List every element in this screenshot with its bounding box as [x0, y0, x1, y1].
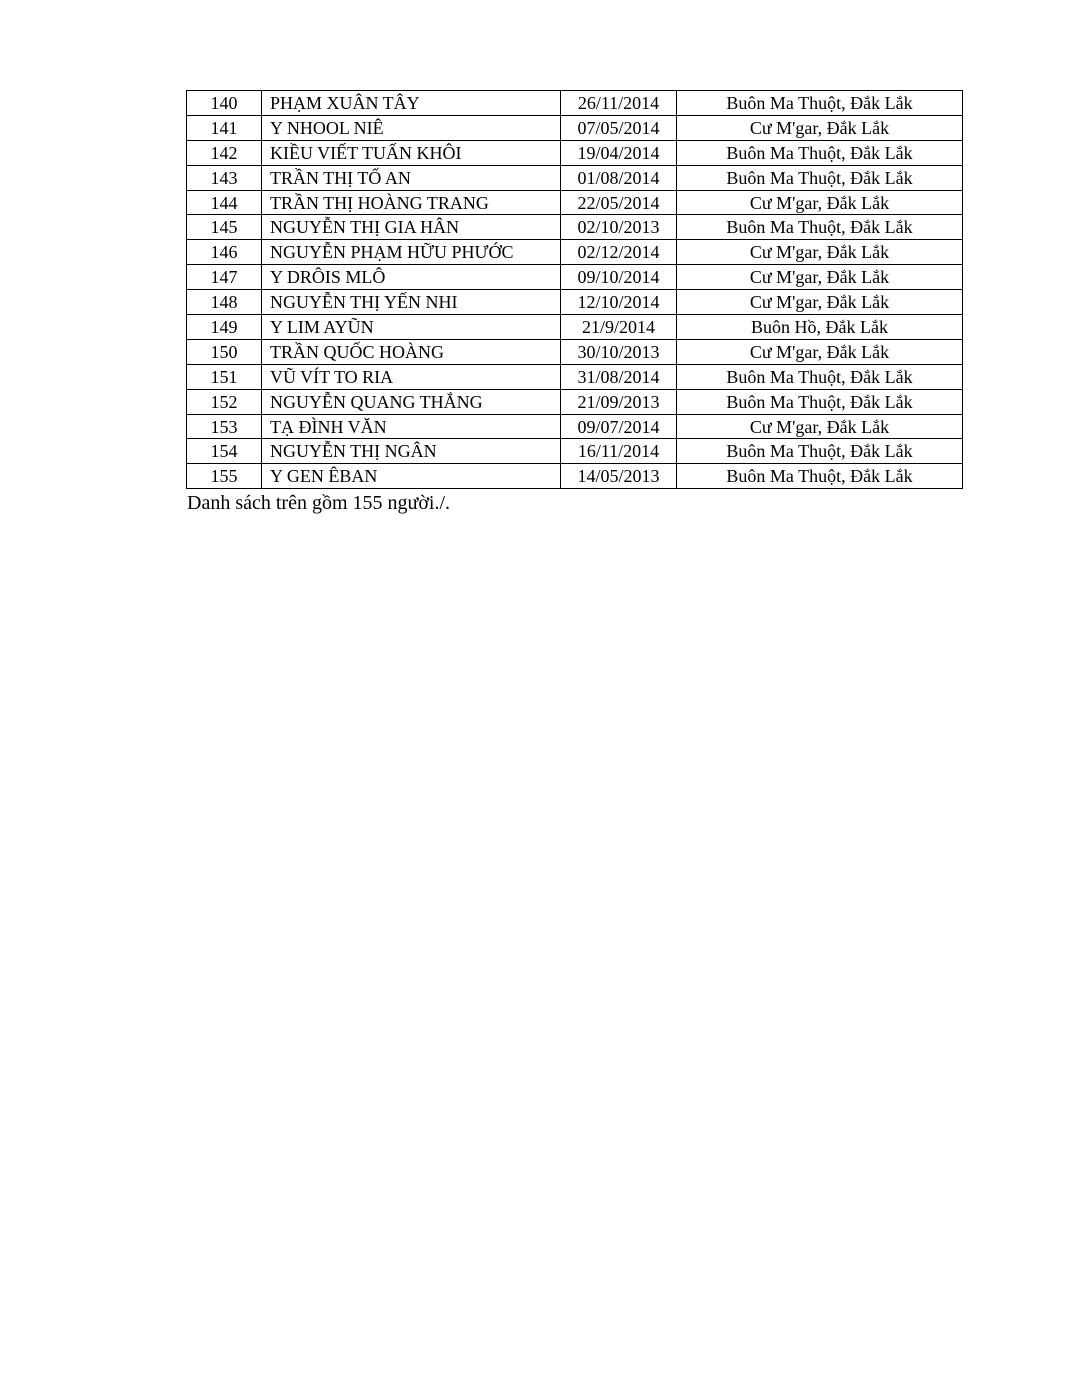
birth-place-cell: Cư M'gar, Đắk Lắk [677, 115, 963, 140]
birth-date-cell: 02/10/2013 [561, 215, 677, 240]
table-row [187, 364, 963, 389]
birth-place-cell: Buôn Ma Thuột, Đắk Lắk [677, 464, 963, 489]
full-name-cell: KIỀU VIẾT TUẤN KHÔI [262, 140, 561, 165]
row-number-cell: 147 [187, 265, 262, 290]
row-number-cell: 145 [187, 215, 262, 240]
row-number-cell: 152 [187, 389, 262, 414]
row-number-cell: 154 [187, 439, 262, 464]
table-row [187, 339, 963, 364]
row-number-cell: 148 [187, 290, 262, 315]
full-name-cell: NGUYỄN THỊ NGÂN [262, 439, 561, 464]
birth-date-cell: 09/07/2014 [561, 414, 677, 439]
full-name-cell: VŨ VÍT TO RIA [262, 364, 561, 389]
full-name-cell: Y GEN ÊBAN [262, 464, 561, 489]
table-row [187, 439, 963, 464]
summary-text: Danh sách trên gồm 155 người./. [187, 492, 451, 514]
birth-date-cell: 09/10/2014 [561, 265, 677, 290]
birth-date-cell: 31/08/2014 [561, 364, 677, 389]
full-name-cell: PHẠM XUÂN TÂY [262, 91, 561, 116]
birth-place-cell: Cư M'gar, Đắk Lắk [677, 414, 963, 439]
row-number-cell: 151 [187, 364, 262, 389]
student-list-body [187, 91, 963, 489]
birth-date-cell: 21/9/2014 [561, 315, 677, 340]
birth-date-cell: 07/05/2014 [561, 115, 677, 140]
birth-place-cell: Buôn Ma Thuột, Đắk Lắk [677, 165, 963, 190]
table-row [187, 464, 963, 489]
full-name-cell: Y DRÔIS MLÔ [262, 265, 561, 290]
birth-place-cell: Cư M'gar, Đắk Lắk [677, 190, 963, 215]
birth-date-cell: 30/10/2013 [561, 339, 677, 364]
birth-date-cell: 16/11/2014 [561, 439, 677, 464]
table-row [187, 265, 963, 290]
table-row [187, 389, 963, 414]
table-row [187, 290, 963, 315]
birth-place-cell: Buôn Ma Thuột, Đắk Lắk [677, 364, 963, 389]
table-row [187, 165, 963, 190]
row-number-cell: 143 [187, 165, 262, 190]
row-number-cell: 150 [187, 339, 262, 364]
table-row [187, 414, 963, 439]
row-number-cell: 144 [187, 190, 262, 215]
birth-place-cell: Buôn Ma Thuột, Đắk Lắk [677, 140, 963, 165]
row-number-cell: 149 [187, 315, 262, 340]
birth-place-cell: Cư M'gar, Đắk Lắk [677, 240, 963, 265]
birth-place-cell: Buôn Ma Thuột, Đắk Lắk [677, 91, 963, 116]
birth-place-cell: Cư M'gar, Đắk Lắk [677, 290, 963, 315]
table-row [187, 215, 963, 240]
row-number-cell: 142 [187, 140, 262, 165]
row-number-cell: 141 [187, 115, 262, 140]
birth-date-cell: 19/04/2014 [561, 140, 677, 165]
birth-date-cell: 12/10/2014 [561, 290, 677, 315]
birth-place-cell: Buôn Hồ, Đắk Lắk [677, 315, 963, 340]
full-name-cell: NGUYỄN QUANG THẮNG [262, 389, 561, 414]
birth-place-cell: Buôn Ma Thuột, Đắk Lắk [677, 215, 963, 240]
full-name-cell: Y NHOOL NIÊ [262, 115, 561, 140]
table-row [187, 115, 963, 140]
full-name-cell: NGUYỄN THỊ GIA HÂN [262, 215, 561, 240]
full-name-cell: TRẦN THỊ HOÀNG TRANG [262, 190, 561, 215]
full-name-cell: TẠ ĐÌNH VĂN [262, 414, 561, 439]
row-number-cell: 146 [187, 240, 262, 265]
full-name-cell: TRẦN QUỐC HOÀNG [262, 339, 561, 364]
row-number-cell: 140 [187, 91, 262, 116]
full-name-cell: Y LIM AYŨN [262, 315, 561, 340]
table-row [187, 190, 963, 215]
birth-date-cell: 02/12/2014 [561, 240, 677, 265]
birth-place-cell: Buôn Ma Thuột, Đắk Lắk [677, 389, 963, 414]
birth-place-cell: Buôn Ma Thuột, Đắk Lắk [677, 439, 963, 464]
birth-place-cell: Cư M'gar, Đắk Lắk [677, 265, 963, 290]
birth-date-cell: 14/05/2013 [561, 464, 677, 489]
birth-date-cell: 26/11/2014 [561, 91, 677, 116]
full-name-cell: NGUYỄN PHẠM HỮU PHƯỚC [262, 240, 561, 265]
table-row [187, 240, 963, 265]
full-name-cell: NGUYỄN THỊ YẾN NHI [262, 290, 561, 315]
student-list-table [186, 90, 963, 489]
birth-date-cell: 21/09/2013 [561, 389, 677, 414]
table-row [187, 315, 963, 340]
row-number-cell: 153 [187, 414, 262, 439]
birth-date-cell: 01/08/2014 [561, 165, 677, 190]
birth-date-cell: 22/05/2014 [561, 190, 677, 215]
birth-place-cell: Cư M'gar, Đắk Lắk [677, 339, 963, 364]
row-number-cell: 155 [187, 464, 262, 489]
full-name-cell: TRẦN THỊ TỐ AN [262, 165, 561, 190]
table-row [187, 91, 963, 116]
table-row [187, 140, 963, 165]
